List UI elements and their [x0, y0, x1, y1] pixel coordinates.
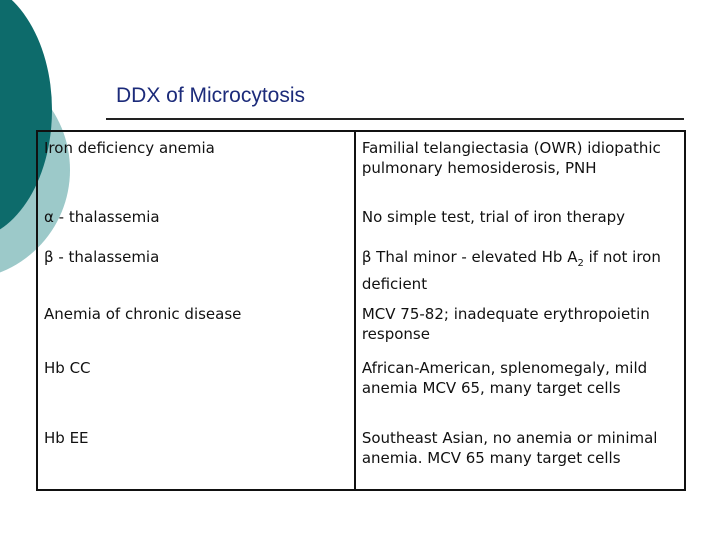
- condition-cell: Hb EE: [37, 422, 355, 490]
- subscript: 2: [577, 258, 584, 269]
- condition-cell: Iron deficiency anemia: [37, 131, 355, 201]
- note-cell: Familial telangiectasia (OWR) idiopathic pulmonary hemosiderosis, PNH: [361, 139, 661, 177]
- table-row: [37, 422, 685, 490]
- table-row: [37, 241, 685, 298]
- note-cell: No simple test, trial of iron therapy: [361, 208, 626, 226]
- condition-cell: α - thalassemia: [37, 201, 355, 241]
- condition-cell: Hb CC: [37, 352, 355, 422]
- note-cell: [355, 241, 685, 298]
- ddx-table: [36, 130, 686, 491]
- note-cell: African-American, splenomegaly, mild anemia MCV 65, many target cells: [361, 359, 648, 397]
- note-text: β Thal minor - elevated Hb A: [361, 248, 578, 266]
- table-row: [37, 201, 685, 241]
- table-row: [37, 352, 685, 422]
- note-cell: Southeast Asian, no anemia or minimal anemia. MCV 65 many target cells: [361, 429, 658, 467]
- table-row: [37, 131, 685, 201]
- note-cell: MCV 75-82; inadequate erythropoietin response: [361, 305, 650, 343]
- table-row: [37, 298, 685, 352]
- condition-cell: Anemia of chronic disease: [37, 298, 355, 352]
- slide-title: DDX of Microcytosis: [116, 84, 306, 107]
- title-underline: [106, 118, 684, 120]
- note-text-suffix: if not iron deficient: [361, 248, 661, 293]
- condition-cell: β - thalassemia: [37, 241, 355, 298]
